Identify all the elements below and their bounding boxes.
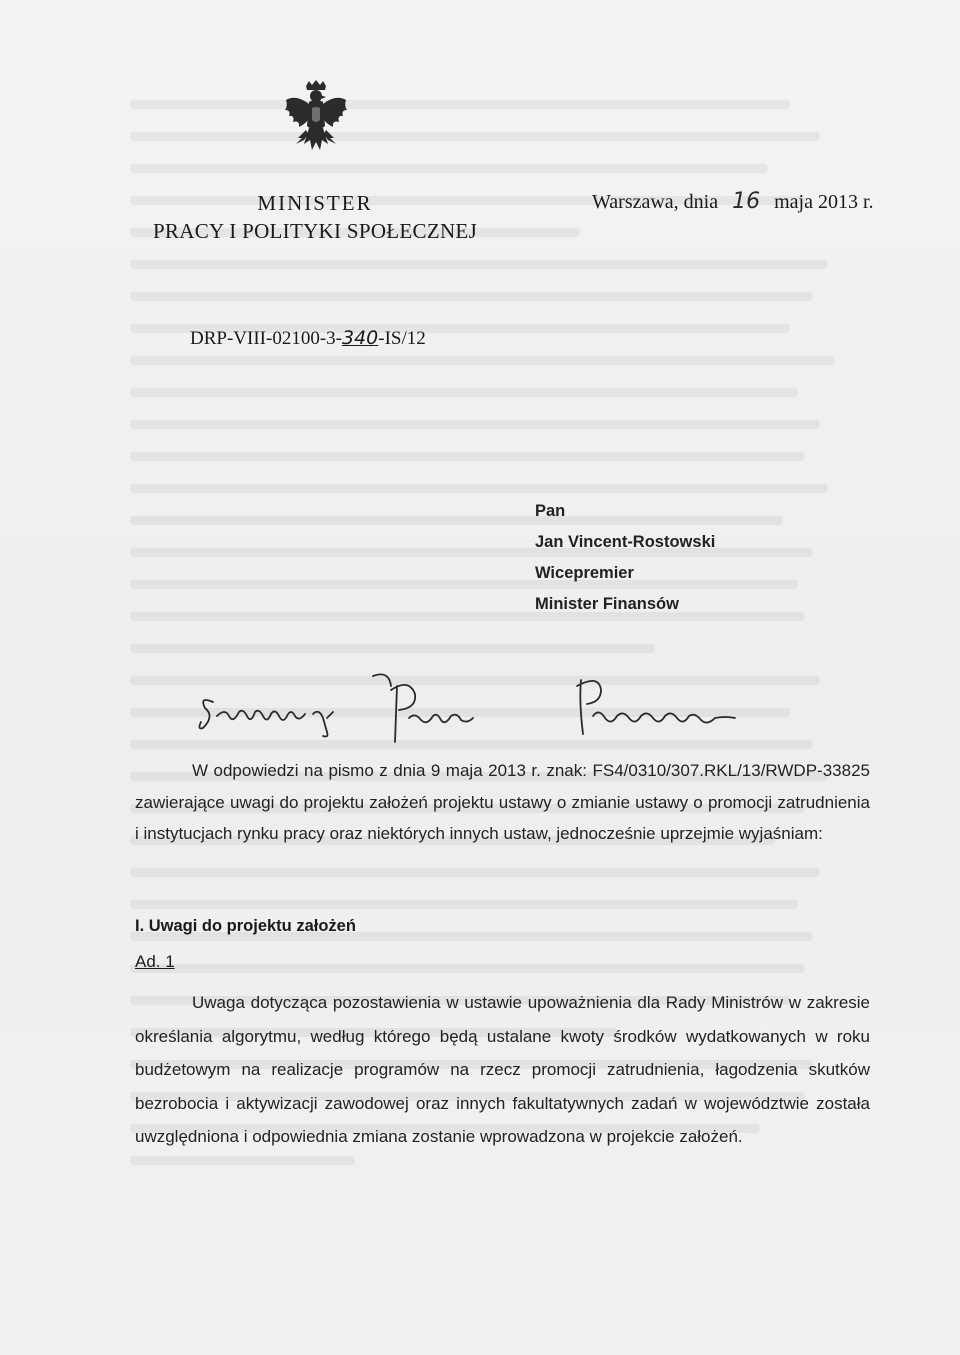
reference-handwritten-number: 340 — [341, 327, 379, 349]
recipient-block — [535, 496, 715, 620]
handwritten-salutation — [195, 672, 805, 752]
body-paragraph-2: Uwaga dotycząca pozostawienia w ustawie upoważnienia dla Rady Ministrów w zakresie określania algorytmu, według którego będą ustalane kwoty środków wydatkowanych w roku budżetowym na realizacje programów na rzecz promocji zatrudnienia, łagodzenia skutków bezrobocia i aktywizacji zawodowej oraz innych fakultatywnych zadań w województwie została uwzględniona i odpowiednia zmiana zostanie wprowadzona w projekcie założeń. — [135, 993, 870, 1146]
ministry-title-line1: MINISTER — [257, 191, 373, 215]
date-line — [592, 189, 874, 214]
ministry-header — [120, 189, 510, 245]
recipient-line4: Minister Finansów — [535, 595, 679, 613]
polish-eagle-emblem-icon — [282, 80, 350, 160]
recipient-line1: Pan — [535, 502, 566, 520]
date-prefix: Warszawa, dnia — [592, 191, 719, 213]
recipient-line2: Jan Vincent-Rostowski — [535, 533, 716, 551]
reference-number — [190, 327, 426, 350]
section-title: I. Uwagi do projektu założeń — [135, 917, 356, 935]
date-day-handwritten: 16 — [732, 189, 761, 214]
reference-prefix: DRP-VIII-02100-3- — [190, 328, 342, 349]
subsection-label: Ad. 1 — [135, 952, 175, 971]
ministry-title-line2: PRACY I POLITYKI SPOŁECZNEJ — [152, 219, 478, 243]
reference-suffix: -IS/12 — [378, 328, 426, 349]
recipient-line3: Wicepremier — [535, 564, 634, 582]
body-paragraph-1: W odpowiedzi na pismo z dnia 9 maja 2013 r. znak: FS4/0310/307.RKL/13/RWDP-33825 zawierające uwagi do projektu założeń projektu ustawy o zmianie ustawy o promocji zatrudnienia i instytucjach rynku pracy oraz niektórych innych ustaw, jednocześnie uprzejmie wyjaśniam: — [135, 761, 870, 843]
date-suffix: maja 2013 r. — [774, 191, 874, 213]
